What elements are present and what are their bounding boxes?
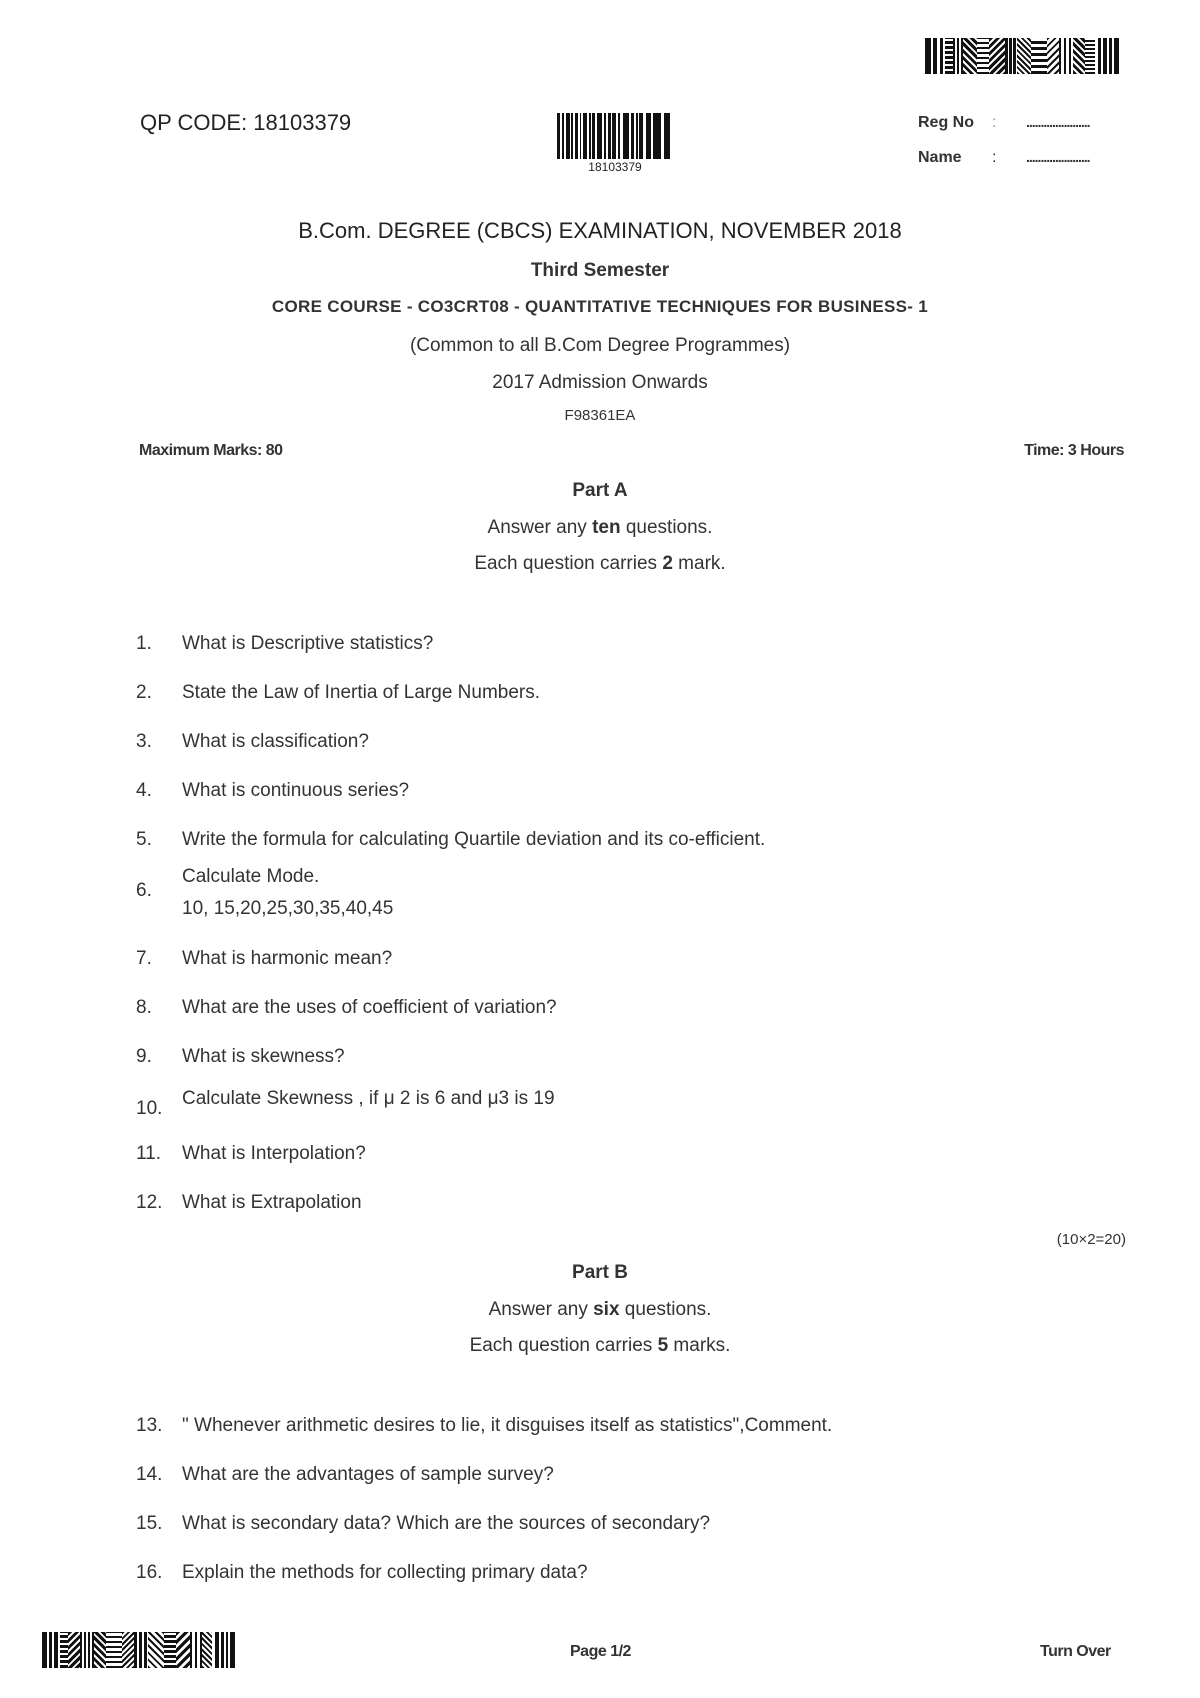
question-text: Calculate Skewness , if μ 2 is 6 and μ3 is 19 — [182, 1088, 555, 1109]
common-note: (Common to all B.Com Degree Programmes) — [409, 335, 791, 356]
question-text: Explain the methods for collecting primary data? — [182, 1562, 588, 1583]
instruction-marks: 2 — [662, 553, 673, 574]
question-text: Write the formula for calculating Quartile deviation and its co-efficient. — [182, 829, 766, 850]
question-number: 11. — [136, 1143, 162, 1164]
barcode-number: 18103379 — [588, 160, 642, 174]
question-number: 9. — [136, 1046, 152, 1067]
name-colon: : — [992, 149, 997, 166]
question-text: What is Interpolation? — [182, 1143, 366, 1164]
question-number: 16. — [136, 1562, 163, 1583]
exam-title: B.Com. DEGREE (CBCS) EXAMINATION, NOVEMBER 2018 — [298, 218, 902, 243]
question-text: What are the advantages of sample survey? — [182, 1464, 554, 1485]
part-a-marks-total: (10×2=20) — [1056, 1231, 1126, 1248]
question-text: State the Law of Inertia of Large Numbers. — [182, 682, 541, 703]
question-text: " Whenever arithmetic desires to lie, it disguises itself as statistics",Comment. — [182, 1415, 833, 1436]
reg-no-field: ...................... — [1026, 114, 1090, 130]
question-text: What is harmonic mean? — [182, 948, 393, 969]
instruction-text: Answer any — [488, 1299, 594, 1320]
question-number: 6. — [136, 880, 152, 901]
instruction-count: six — [593, 1299, 620, 1320]
name-field: ...................... — [1026, 149, 1090, 165]
part-a-title: Part A — [572, 480, 628, 501]
question-number: 10. — [136, 1098, 163, 1119]
paper-code: F98361EA — [564, 407, 636, 424]
question-text: What is continuous series? — [182, 780, 410, 801]
question-number: 12. — [136, 1192, 163, 1213]
max-marks: Maximum Marks: 80 — [139, 442, 283, 459]
question-number: 13. — [136, 1415, 163, 1436]
question-text: Calculate Mode. — [182, 866, 320, 887]
question-text: What is classification? — [182, 731, 369, 752]
part-b-instruction-2 — [0, 1335, 1200, 1357]
admission-note: 2017 Admission Onwards — [492, 372, 708, 393]
instruction-text: questions. — [619, 1299, 712, 1320]
page-number: Page 1/2 — [570, 1643, 631, 1660]
reg-no-colon: : — [992, 114, 997, 131]
bottom-barcode — [42, 1632, 246, 1668]
question-number: 7. — [136, 948, 152, 969]
top-barcode — [925, 38, 1130, 74]
question-text: What is Extrapolation — [182, 1192, 362, 1213]
instruction-text: Each question carries — [469, 1335, 658, 1356]
question-text: What is secondary data? Which are the sources of secondary? — [182, 1513, 711, 1534]
instruction-text: questions. — [620, 517, 713, 538]
exam-time: Time: 3 Hours — [1024, 442, 1124, 459]
instruction-text: marks. — [668, 1335, 731, 1356]
question-number: 14. — [136, 1464, 163, 1485]
question-number: 2. — [136, 682, 152, 703]
instruction-count: ten — [592, 517, 621, 538]
question-number: 1. — [136, 633, 152, 654]
instruction-marks: 5 — [657, 1335, 669, 1356]
course-title: CORE COURSE - CO3CRT08 - QUANTITATIVE TECHNIQUES FOR BUSINESS- 1 — [271, 297, 929, 316]
part-b-title: Part B — [572, 1262, 628, 1283]
question-number: 3. — [136, 731, 152, 752]
question-text: What is skewness? — [182, 1046, 345, 1067]
instruction-text: mark. — [672, 553, 726, 574]
question-number: 4. — [136, 780, 152, 801]
semester: Third Semester — [530, 260, 670, 281]
instruction-text: Each question carries — [474, 553, 663, 574]
part-a-instruction-1 — [0, 517, 1200, 539]
instruction-text: Answer any — [487, 517, 593, 538]
center-barcode — [557, 113, 673, 159]
name-label: Name — [918, 149, 962, 166]
reg-no-label: Reg No — [918, 114, 974, 131]
question-number: 8. — [136, 997, 152, 1018]
qp-code: QP CODE: 18103379 — [140, 110, 352, 135]
part-b-instruction-1 — [0, 1299, 1200, 1321]
question-text: What are the uses of coefficient of variation? — [182, 997, 557, 1018]
question-text: What is Descriptive statistics? — [182, 633, 434, 654]
question-number: 15. — [136, 1513, 163, 1534]
turn-over: Turn Over — [1040, 1643, 1111, 1660]
question-data: 10, 15,20,25,30,35,40,45 — [182, 898, 394, 919]
question-number: 5. — [136, 829, 152, 850]
part-a-instruction-2 — [0, 553, 1200, 575]
